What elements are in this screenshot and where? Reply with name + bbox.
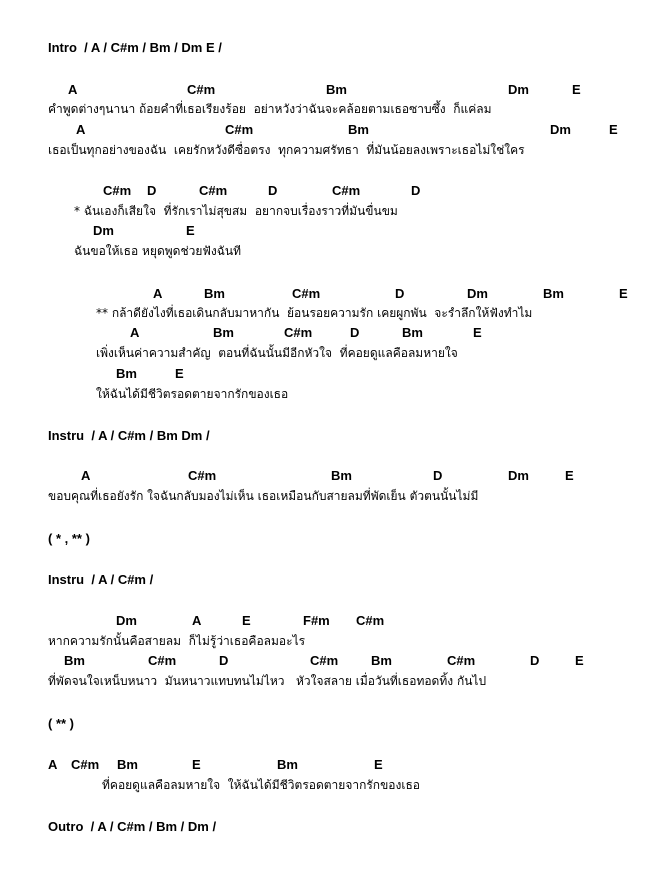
chord: D: [350, 325, 360, 340]
chord: A: [48, 757, 58, 772]
chord: C#m: [447, 653, 476, 668]
chord: Bm: [402, 325, 423, 340]
chord: C#m: [188, 468, 217, 483]
chord: E: [565, 468, 574, 483]
chord: Bm: [116, 366, 137, 381]
chord: Dm: [508, 82, 529, 97]
chord: E: [619, 286, 628, 301]
lyric-line: ฉันขอให้เธอ หยุดพูดช่วยฟังฉันที: [74, 244, 241, 258]
chord: Bm: [331, 468, 352, 483]
chord: Bm: [371, 653, 392, 668]
lyric-line: เธอเป็นทุกอย่างของฉัน เคยรักหวังดีซื่อตรง ทุกความศรัทธา ที่มันน้อยลงเพราะเธอไม่ใช่ใคร: [48, 143, 525, 157]
chord: A: [153, 286, 163, 301]
chord: Dm: [93, 223, 114, 238]
lyric-line: ขอบคุณที่เธอยังรัก ใจฉันกลับมองไม่เห็น เธอเหมือนกับสายลมที่พัดเย็น ตัวตนนั้นไม่มี: [48, 489, 479, 503]
lyric-line: ให้ฉันได้มีชีวิตรอดตายจากรักของเธอ: [96, 387, 289, 401]
chord: E: [242, 613, 251, 628]
chord: E: [175, 366, 184, 381]
chord: C#m: [332, 183, 361, 198]
repeat-marker: ( ** ): [48, 716, 74, 731]
chord: Dm: [116, 613, 137, 628]
chord: C#m: [199, 183, 228, 198]
chord: C#m: [103, 183, 132, 198]
chord: C#m: [356, 613, 385, 628]
chord: Bm: [64, 653, 85, 668]
instru-line: Instru / A / C#m /: [48, 572, 154, 587]
chord: E: [609, 122, 618, 137]
chord: C#m: [71, 757, 100, 772]
chord: Bm: [204, 286, 225, 301]
chord: Dm: [508, 468, 529, 483]
chord: Bm: [213, 325, 234, 340]
chord: C#m: [187, 82, 216, 97]
chord: Dm: [550, 122, 571, 137]
chord: D: [268, 183, 278, 198]
chord: C#m: [148, 653, 177, 668]
chord: E: [186, 223, 195, 238]
chord: D: [433, 468, 443, 483]
lyric-line: คำพูดต่างๆนานา ถ้อยคำที่เธอเรียงร้อย อย่าหวังว่าฉันจะคล้อยตามเธอซาบซึ้ง ก็แค่ลม: [48, 102, 492, 116]
instru-line: Instru / A / C#m / Bm Dm /: [48, 428, 210, 443]
chord: E: [575, 653, 584, 668]
chord: D: [411, 183, 421, 198]
chord: D: [147, 183, 157, 198]
chord: E: [374, 757, 383, 772]
chord: E: [473, 325, 482, 340]
chord: C#m: [284, 325, 313, 340]
lyric-line: หากความรักนั้นคือสายลม ก็ไม่รู้ว่าเธอคือลมอะไร: [48, 634, 306, 648]
chord: Bm: [277, 757, 298, 772]
chord: Bm: [326, 82, 347, 97]
chord: D: [530, 653, 540, 668]
chord: F#m: [303, 613, 330, 628]
chord: Bm: [348, 122, 369, 137]
chord: A: [81, 468, 91, 483]
chord: A: [192, 613, 202, 628]
chord: A: [130, 325, 140, 340]
chord: Bm: [543, 286, 564, 301]
lyric-line: ** กล้าดียังไงที่เธอเดินกลับมาหากัน ย้อนรอยความรัก เคยผูกพัน จะรำลึกให้ฟังทำไม: [96, 306, 533, 320]
chord: D: [395, 286, 405, 301]
chord: C#m: [225, 122, 254, 137]
lyric-line: เพิ่งเห็นค่าความสำคัญ ตอนที่ฉันนั้นมีอีกหัวใจ ที่คอยดูแลคือลมหายใจ: [96, 346, 458, 360]
intro-line: Intro / A / C#m / Bm / Dm E /: [48, 40, 222, 55]
chord: D: [219, 653, 229, 668]
chord: Bm: [117, 757, 138, 772]
repeat-marker: ( * , ** ): [48, 531, 90, 546]
lyric-line: ที่พัดจนใจเหน็บหนาว มันหนาวแทบทนไม่ไหว หัวใจสลาย เมื่อวันที่เธอทอดทิ้ง กันไป: [48, 674, 487, 688]
lyric-line: ที่คอยดูแลคือลมหายใจ ให้ฉันได้มีชีวิตรอดตายจากรักของเธอ: [102, 778, 420, 792]
chord: E: [572, 82, 581, 97]
chord: A: [68, 82, 78, 97]
chord: C#m: [310, 653, 339, 668]
chord: Dm: [467, 286, 488, 301]
chord: C#m: [292, 286, 321, 301]
chord: A: [76, 122, 86, 137]
outro-line: Outro / A / C#m / Bm / Dm /: [48, 819, 217, 834]
lyric-line: * ฉันเองก็เสียใจ ที่รักเราไม่สุขสม อยากจบเรื่องราวที่มันขื่นขม: [74, 204, 398, 218]
chord: E: [192, 757, 201, 772]
